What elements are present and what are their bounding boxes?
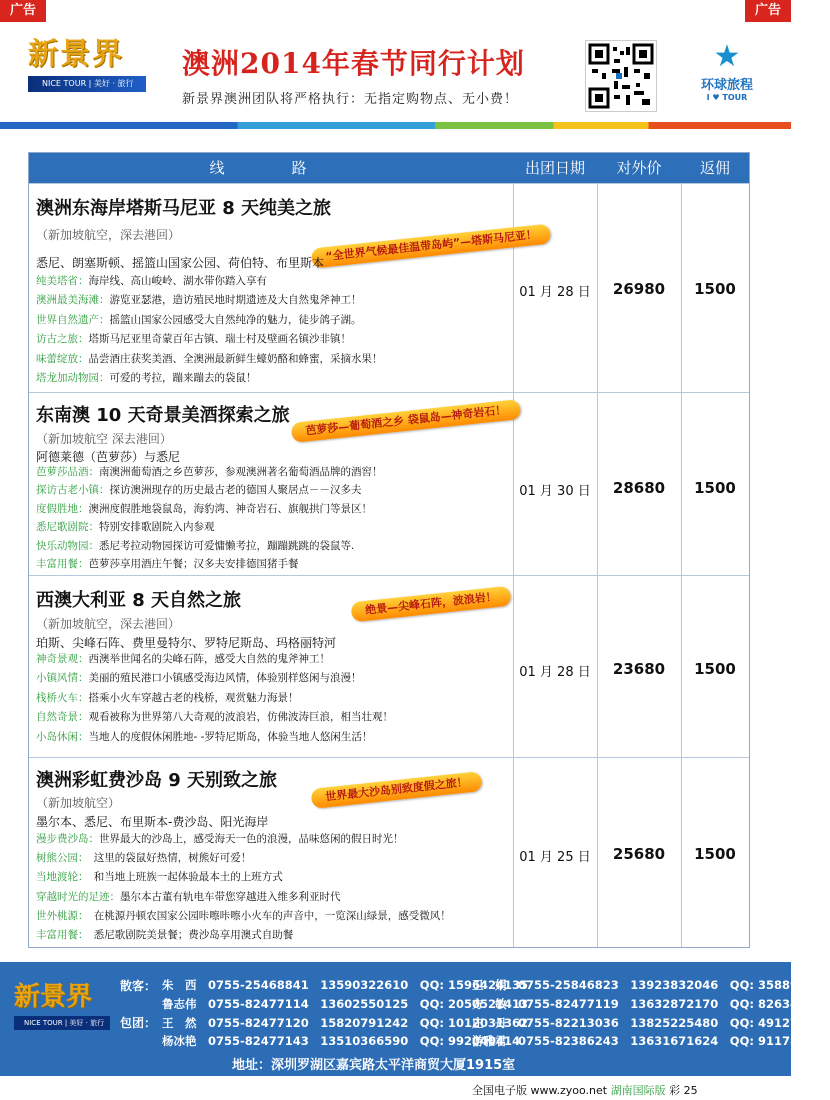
list-item: 当地渡轮： 和当地上班族一起体验最本土的上班方式 [36, 871, 283, 884]
header-price: 对外价 [616, 159, 662, 177]
list-item: 栈桥火车：搭乘小火车穿越古老的栈桥，观赏魅力海景！ [36, 691, 299, 704]
footer-logo-sub: NICE TOUR | 美好 · 旅行 [14, 1016, 110, 1030]
commission: 1500 [694, 280, 736, 298]
page-title: 澳洲2014年春节同行计划 [182, 47, 525, 80]
page-number: 彩 25 [669, 1084, 698, 1097]
footer-logo [14, 982, 110, 1030]
contact-line: 杨冰艳 0755-82477143 13510366590 QQ: 992040414 [162, 1034, 520, 1048]
route-cities: 珀斯、尖峰石阵、费里曼特尔、罗特尼斯岛、玛格丽特河 [36, 636, 337, 650]
route-cities: 墨尔本、悉尼、布里斯本-费沙岛、阳光海岸 [36, 815, 269, 829]
qr-code-icon [585, 40, 657, 112]
contact-line: 庄 丹 0755-82213036 13825225480 QQ: 491279294 [472, 1016, 830, 1030]
price: 23680 [612, 660, 666, 678]
route-airline: （新加坡航空 深去港回） [36, 432, 172, 446]
route-banner: 绝景—尖峰石阵，波浪岩！ [350, 586, 511, 623]
commission: 1500 [694, 660, 736, 678]
route-airline: （新加坡航空） [36, 796, 121, 810]
color-strip [0, 122, 791, 129]
list-item: 世界自然遗产：摇篮山国家公园感受大自然纯净的魅力，徒步鸽子湖。 [36, 313, 362, 326]
page-footer [472, 1082, 698, 1098]
list-item: 神奇景观：西澳举世闻名的尖峰石阵，感受大自然的鬼斧神工！ [36, 653, 330, 665]
contact-line: 卫 娟 0755-25846823 13923832046 QQ: 358896555 [472, 978, 830, 992]
contact-line: 朱 西 0755-25468841 13590322610 QQ: 1596424135 [162, 978, 528, 992]
list-item: 世外桃源： 在桃源丹顿农国家公园咔嚓咔嚓小火车的声音中，一览深山绿景，感受微风！ [36, 909, 451, 922]
brand-sub: I ♥ TOUR [706, 93, 748, 102]
route-title: 东南澳 10 天奇景美酒探索之旅 [36, 405, 290, 426]
table-row [29, 757, 749, 948]
list-item: 穿越时光的足迹：墨尔本古董有轨电车带您穿越进入维多利亚时代 [36, 890, 341, 903]
route-banner: “全世界气候最佳温带岛屿”—塔斯马尼亚！ [311, 223, 552, 268]
route-cities: 悉尼、朗塞斯顿、摇篮山国家公园、荷伯特、布里斯本 [36, 256, 325, 270]
route-items [36, 463, 383, 573]
list-item: 悉尼歌剧院：特别安排歌剧院入内参观 [36, 521, 215, 534]
list-item: 味蕾绽放：品尝酒庄获奖美酒、全澳洲最新鲜生蠔奶酪和蜂蜜，采摘水果！ [36, 352, 383, 365]
list-item: 访古之旅：塔斯马尼亚里奇蒙百年古镇、瑞士村及壁画名镇沙非镇！ [36, 333, 351, 346]
route-title: 西澳大利亚 8 天自然之旅 [36, 590, 242, 611]
contact-line: 方 敏 0755-82477119 13632872170 QQ: 82634015 [472, 997, 822, 1011]
header-date: 出团日期 [524, 159, 585, 177]
ad-label-right: 广告 [745, 0, 791, 22]
edition-label: 湖南国际版 [610, 1084, 666, 1097]
price: 26980 [612, 280, 666, 298]
list-item: 自然奇景：观看被称为世界第八大奇观的波浪岩，仿佛波涛巨浪，相当壮观！ [36, 711, 393, 724]
route-airline: （新加坡航空，深去港回） [36, 228, 181, 242]
logo-sub: NICE TOUR | 美好 · 旅行 [28, 76, 146, 92]
departure-date: 01 月 28 日 [519, 285, 591, 300]
list-item: 小岛休闲：当地人的度假休闲胜地- -罗特尼斯岛，体验当地人悠闲生活！ [36, 730, 373, 743]
route-airline: （新加坡航空，深去港回） [36, 617, 181, 631]
route-title: 澳洲东海岸塔斯马尼亚 8 天纯美之旅 [36, 198, 332, 219]
price: 28680 [612, 479, 666, 497]
page-subtitle: 新景界澳洲团队将严格执行：无指定购物点、无小费！ [182, 92, 519, 107]
footer-logo-text: 新景界 [14, 982, 93, 1012]
site-text: 全国电子版 www.zyoo.net [472, 1084, 608, 1097]
route-items [36, 272, 383, 388]
star-icon: ★ [713, 39, 741, 74]
header-route: 线 路 [209, 159, 333, 177]
address: 地址：深圳罗湖区嘉宾路太平洋商贸大厦1915室 [232, 1058, 516, 1073]
route-cities: 阿德莱德（芭萝莎）与悉尼 [36, 450, 181, 464]
table-header [29, 153, 749, 183]
route-table [28, 152, 750, 948]
list-item: 澳洲最美海滩：游览亚瑟港，造访殖民地时期遗迹及大自然鬼斧神工！ [36, 294, 362, 307]
list-item: 树熊公园： 这里的袋鼠好热情，树熊好可爱！ [36, 852, 252, 865]
list-item: 小镇风情：美丽的殖民港口小镇感受海边风情，体验别样悠闲与浪漫！ [36, 672, 362, 685]
list-item: 度假胜地：澳洲度假胜地袋鼠岛，海豹湾、神奇岩石、旗舰拱门等景区！ [36, 502, 372, 515]
brand-name: 环球旅程 [700, 78, 753, 93]
list-item: 丰富用餐： 悉尼歌剧院美景餐；费沙岛享用澳式自助餐 [36, 929, 294, 942]
ad-label-left: 广告 [0, 0, 46, 22]
commission: 1500 [694, 845, 736, 863]
category-group: 包团： [120, 1016, 157, 1030]
contact-footer [0, 962, 830, 1076]
list-item: 丰富用餐：芭萝莎享用酒庄午餐；汉多夫安排德国猪手餐 [36, 558, 299, 571]
route-banner: 芭萝莎—葡萄酒之乡 袋鼠岛—神奇岩石！ [291, 399, 522, 443]
list-item: 探访古老小镇：探访澳洲现存的历史最古老的德国人聚居点－－汉多夫 [36, 484, 362, 497]
contact-line: 游雅君 0755-82386243 13631671624 QQ: 911780497 [472, 1034, 830, 1048]
route-title: 澳洲彩虹费沙岛 9 天别致之旅 [36, 770, 278, 791]
price: 25680 [612, 845, 666, 863]
contact-line: 鲁志伟 0755-82477114 13602550125 QQ: 2050521413 [162, 997, 528, 1011]
table-row [29, 575, 749, 758]
brand-logo [688, 40, 766, 108]
header-commission: 返佣 [699, 159, 730, 177]
list-item: 纯美塔省：海岸线、高山峻岭、湖水带你踏入享有 [36, 275, 267, 287]
list-item: 芭萝莎品酒：南澳洲葡萄酒之乡芭萝莎，参观澳洲著名葡萄酒品牌的酒窖！ [36, 466, 383, 478]
list-item: 快乐动物园：悉尼考拉动物园探访可爱慵懒考拉，蹦蹦跳跳的袋鼠等. [36, 539, 355, 552]
category-retail: 散客： [120, 979, 157, 993]
departure-date: 01 月 30 日 [519, 484, 591, 499]
route-banner: 世界最大沙岛别致度假之旅！ [310, 771, 482, 809]
company-logo [28, 38, 146, 100]
route-items [36, 830, 451, 945]
departure-date: 01 月 28 日 [519, 665, 591, 680]
logo-text: 新景界 [28, 37, 124, 72]
list-item: 塔龙加动物园：可爱的考拉，蹦来蹦去的袋鼠！ [36, 372, 257, 385]
contact-line: 王 然 0755-82477120 15820791242 QQ: 1012031362 [162, 1016, 528, 1030]
commission: 1500 [694, 479, 736, 497]
table-row [29, 183, 749, 393]
list-item: 漫步费沙岛：世界最大的沙岛上，感受海天一色的浪漫，品味悠闲的假日时光！ [36, 833, 404, 845]
route-items [36, 650, 393, 747]
departure-date: 01 月 25 日 [519, 850, 591, 865]
table-row [29, 392, 749, 576]
